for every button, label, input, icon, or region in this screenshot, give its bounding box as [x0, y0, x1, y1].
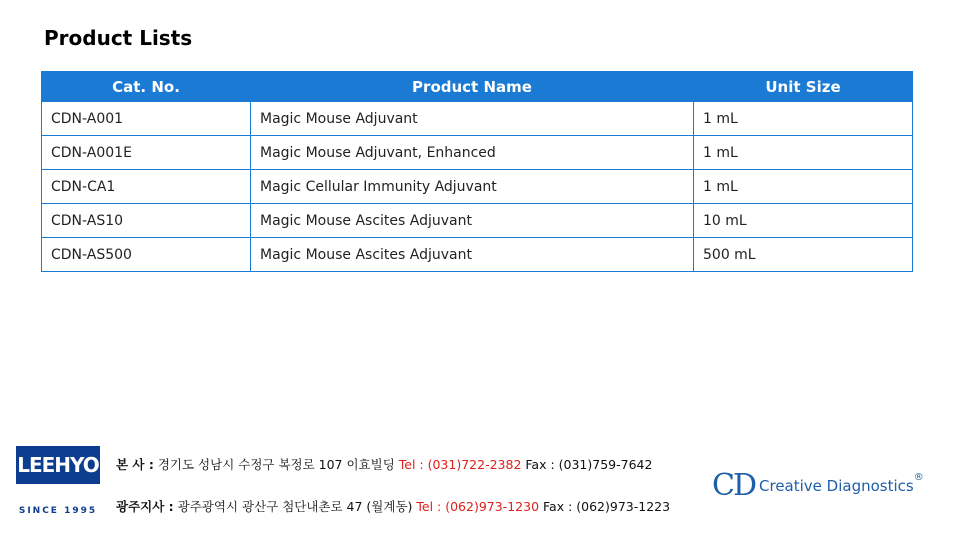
table-row [42, 102, 913, 136]
cell-cat-no: CDN-CA1 [42, 170, 251, 204]
cell-unit-size: 10 mL [694, 204, 913, 238]
branch-address-line [116, 497, 670, 515]
cell-product-name: Magic Mouse Adjuvant [251, 102, 694, 136]
cell-unit-size: 500 mL [694, 238, 913, 272]
cell-cat-no: CDN-AS500 [42, 238, 251, 272]
hq-fax: Fax : (031)759-7642 [525, 457, 653, 472]
cell-product-name: Magic Mouse Ascites Adjuvant [251, 204, 694, 238]
cell-product-name: Magic Mouse Ascites Adjuvant [251, 238, 694, 272]
hq-address: 경기도 성남시 수정구 복정로 107 이효빌딩 [157, 457, 395, 472]
cd-logo-name: Creative Diagnostics [759, 476, 914, 495]
header-product-name: Product Name [251, 72, 694, 102]
branch-label: 광주지사 : [116, 499, 174, 514]
table-row [42, 136, 913, 170]
branch-tel: Tel : (062)973-1230 [416, 499, 540, 514]
header-cat-no: Cat. No. [42, 72, 251, 102]
cell-unit-size: 1 mL [694, 102, 913, 136]
cell-cat-no: CDN-AS10 [42, 204, 251, 238]
cell-cat-no: CDN-A001E [42, 136, 251, 170]
cell-cat-no: CDN-A001 [42, 102, 251, 136]
cell-product-name: Magic Mouse Adjuvant, Enhanced [251, 136, 694, 170]
registered-mark: ® [913, 472, 924, 483]
hq-address-line [116, 455, 652, 473]
branch-fax: Fax : (062)973-1223 [543, 499, 671, 514]
leehyo-logo-since: SINCE 1995 [18, 506, 98, 516]
page-title: Product Lists [44, 26, 193, 50]
cell-product-name: Magic Cellular Immunity Adjuvant [251, 170, 694, 204]
leehyo-logo-wordmark: LEEHYO [16, 446, 100, 484]
table-row [42, 238, 913, 272]
creative-diagnostics-logo [712, 468, 924, 503]
cd-logo-mark: CD [712, 468, 756, 503]
table-header-row [42, 72, 913, 102]
leehyo-logo [16, 446, 100, 518]
hq-label: 본 사 : [116, 457, 154, 472]
hq-tel: Tel : (031)722-2382 [398, 457, 522, 472]
cell-unit-size: 1 mL [694, 136, 913, 170]
table-row [42, 204, 913, 238]
branch-address: 광주광역시 광산구 첨단내촌로 47 (월계동) [177, 499, 413, 514]
cell-unit-size: 1 mL [694, 170, 913, 204]
table-row [42, 170, 913, 204]
header-unit-size: Unit Size [694, 72, 913, 102]
product-table [41, 71, 913, 272]
